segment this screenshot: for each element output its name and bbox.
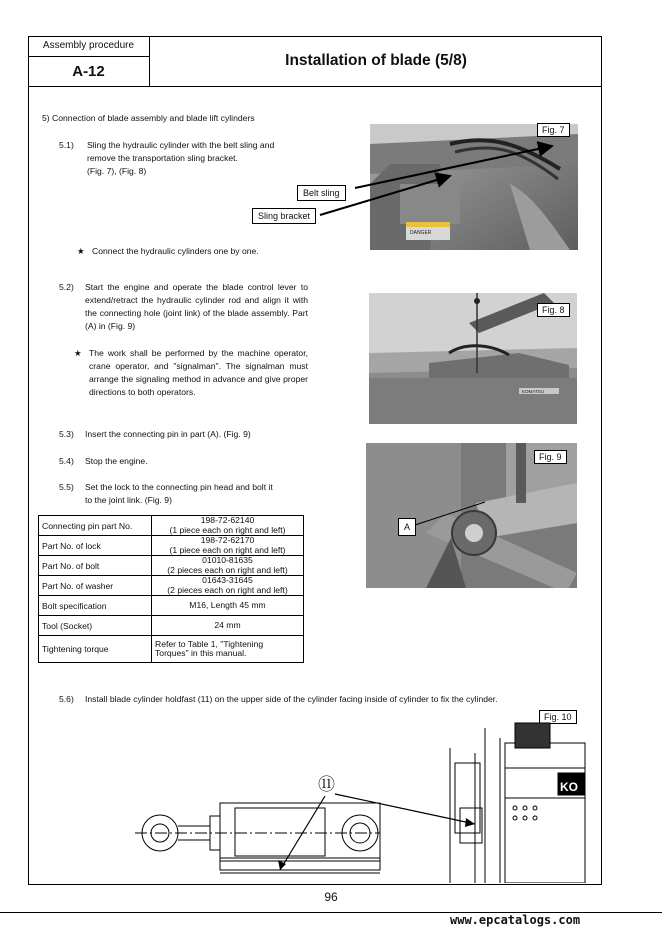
section-label: Assembly procedure xyxy=(28,36,150,57)
note-1: Connect the hydraulic cylinders one by one. xyxy=(92,246,259,256)
figure-7-label: Fig. 7 xyxy=(537,123,570,137)
sling-bracket-callout: Sling bracket xyxy=(252,208,316,224)
value-line-2: (2 pieces each on right and left) xyxy=(167,584,288,595)
table-cell-value: M16, Length 45 mm xyxy=(152,596,304,616)
figure-8-label: Fig. 8 xyxy=(537,303,570,317)
belt-sling-arrow xyxy=(355,146,552,188)
step-5-4-text: Stop the engine. xyxy=(85,456,148,466)
table-row xyxy=(39,556,304,576)
step-5-2-number: 5.2) xyxy=(59,282,74,292)
step-5-3-number: 5.3) xyxy=(59,429,74,439)
table-cell-value xyxy=(152,576,304,596)
table-cell-value xyxy=(152,636,304,663)
step-5-2-text: Start the engine and operate the blade control lever to extend/retract the hydraulic cylinder rod and align it with the connecting hole (joint link) of the blade assembly. Part (A) in (Fig. 9) xyxy=(85,282,308,331)
table-cell-value xyxy=(152,556,304,576)
table-row xyxy=(39,616,304,636)
note-2: The work shall be performed by the machine operator, crane operator, and "signalman". The signalman must arrange the signaling method in advance and give proper directions to both operators. xyxy=(89,348,308,397)
table-row xyxy=(39,596,304,616)
value-line-1: 198-72-62140 xyxy=(200,515,255,525)
figure-7-arrows xyxy=(300,130,570,230)
value-line-2: (1 piece each on right and left) xyxy=(169,544,286,555)
step-5-6-number: 5.6) xyxy=(59,694,74,704)
step-5-1-line3: (Fig. 7), (Fig. 8) xyxy=(87,166,147,176)
table-row xyxy=(39,636,304,663)
table-cell-label: Part No. of bolt xyxy=(39,556,152,576)
danger-decal: DANGER xyxy=(410,230,432,236)
table-row xyxy=(39,516,304,536)
holdfast-arrow-right xyxy=(335,794,475,824)
table-cell-value xyxy=(152,516,304,536)
watermark-link[interactable]: www.epcatalogs.com xyxy=(450,913,581,927)
step-5-6-text: Install blade cylinder holdfast (11) on the upper side of the cylinder facing inside of cylinder to fix the cylinder. xyxy=(85,694,498,704)
table-cell-value: 24 mm xyxy=(152,616,304,636)
svg-text:KO: KO xyxy=(560,780,578,794)
part-a-leader-line xyxy=(415,502,485,525)
value-line-2: (1 piece each on right and left) xyxy=(169,524,286,535)
step-5-4-number: 5.4) xyxy=(59,456,74,466)
table-cell-label: Tightening torque xyxy=(39,636,152,663)
spec-table xyxy=(38,515,304,663)
step-5-1-line2: remove the transportation sling bracket. xyxy=(87,153,238,163)
figure-10-drawing xyxy=(120,708,590,883)
step-5-5-line2: to the joint link. (Fig. 9) xyxy=(85,495,172,505)
komatsu-decal: KOMATSU xyxy=(522,389,544,394)
value-line-1: 01010-81635 xyxy=(202,555,253,565)
table-cell-label: Bolt specification xyxy=(39,596,152,616)
procedure-code: A-12 xyxy=(28,57,150,87)
step-5-1-number: 5.1) xyxy=(59,140,74,150)
step-5-1-line1: Sling the hydraulic cylinder with the belt sling and xyxy=(87,140,275,150)
step-5-heading: 5) Connection of blade assembly and blade lift cylinders xyxy=(42,113,255,123)
table-cell-label: Connecting pin part No. xyxy=(39,516,152,536)
value-line-2: (2 pieces each on right and left) xyxy=(167,564,288,575)
figure-10-label: Fig. 10 xyxy=(539,710,577,724)
table-cell-label: Part No. of washer xyxy=(39,576,152,596)
value-line-2: Torques" in this manual. xyxy=(155,648,247,658)
value-line-1: 01643-31645 xyxy=(202,575,253,585)
page-title: Installation of blade (5/8) xyxy=(285,52,467,69)
table-row xyxy=(39,576,304,596)
table-cell-label: Tool (Socket) xyxy=(39,616,152,636)
holdfast-number: ⑪ xyxy=(318,775,335,795)
star-icon: ★ xyxy=(77,246,85,256)
table-cell-label: Part No. of lock xyxy=(39,536,152,556)
value-line-1: Refer to Table 1, "Tightening xyxy=(155,638,264,649)
step-5-5-number: 5.5) xyxy=(59,482,74,492)
star-icon: ★ xyxy=(74,348,82,358)
table-row xyxy=(39,536,304,556)
value-line-1: 198-72-62170 xyxy=(200,535,255,545)
page-number: 96 xyxy=(324,890,338,904)
step-5-5-line1: Set the lock to the connecting pin head and bolt it xyxy=(85,482,273,492)
belt-sling-callout: Belt sling xyxy=(297,185,346,201)
header-divider xyxy=(28,86,602,87)
figure-9-label: Fig. 9 xyxy=(534,450,567,464)
part-a-callout: A xyxy=(398,518,416,536)
step-5-3-text: Insert the connecting pin in part (A). (Fig. 9) xyxy=(85,429,251,439)
table-cell-value xyxy=(152,536,304,556)
